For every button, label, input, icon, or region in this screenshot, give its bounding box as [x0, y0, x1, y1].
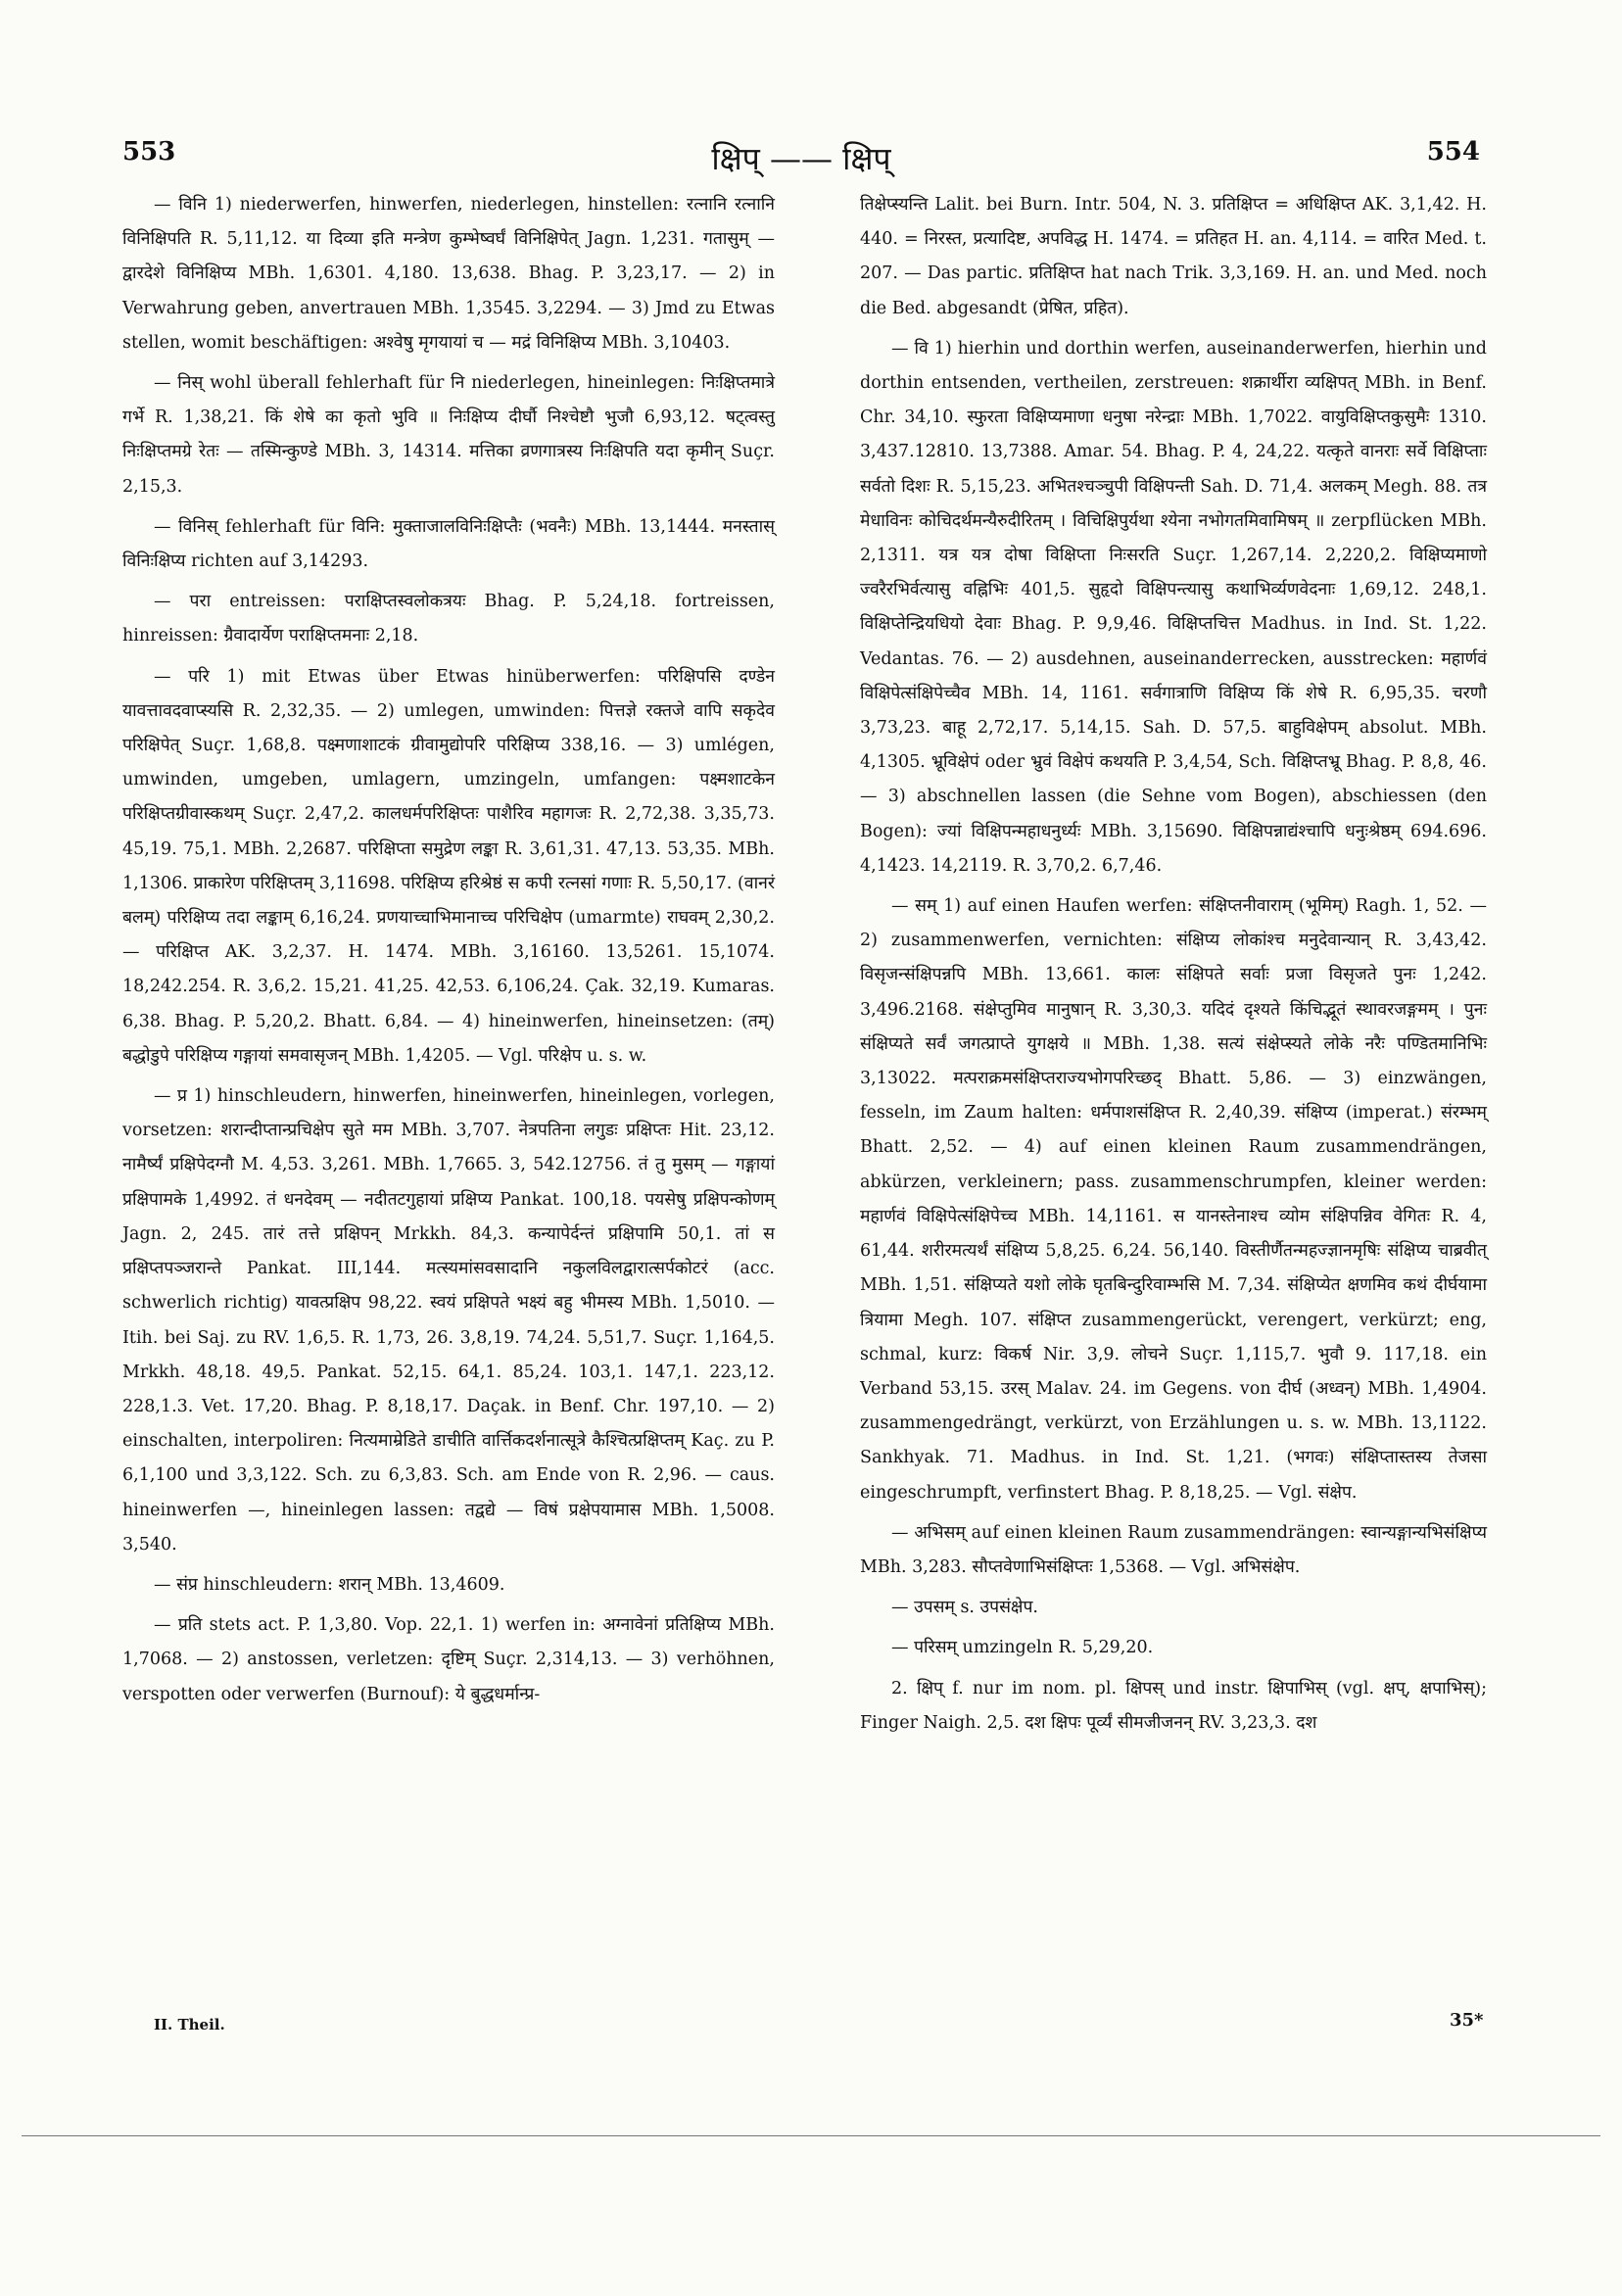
entry-paragraph: 2. क्षिप् f. nur im nom. pl. क्षिपस् und instr. क्षिपाभिस् (vgl. क्षप्, क्षपाभिस्); Finger Naigh. 2,5. दश क्षिपः पूर्व्यं सीमजीजनन् RV. 3,23,3. दश — [860, 1678, 1487, 1733]
entry-paragraph: — प्र 1) hinschleudern, hinwerfen, hineinwerfen, hineinlegen, vorlegen, vorsetzen: शरान्दीप्तान्प्रचिक्षेप सुते मम MBh. 3,707. नेत्रपतिना लगुडः प्रक्षिप्तः Hit. 23,12. नामैर्ष्यं प्रक्षिपेदग्नौ M. 4,53. 3,261. MBh. 1,7665. 3, 542.12756. तं तु मुसम् — गङ्गायां प्रक्षिपामके 1,4992. तं धनदेवम् — नदीतटगुहायां प्रक्षिप्य Pankat. 100,18. पयसेषु प्रक्षिपन्कोणम् Jagn. 2, 245. तारं तत्ते प्रक्षिपन् Mrkkh. 84,3. कन्यापेर्दन्तं प्रक्षिपामि 50,1. तां स प्रक्षिप्तपञ्जरान्ते Pankat. III,144. मत्स्यमांसवसादानि नकुलविलद्वारात्सर्पकोटरं (acc. schwerlich richtig) यावत्प्रक्षिप 98,22. स्वयं प्रक्षिपते भक्ष्यं बहु भीमस्य MBh. 1,5010. — Itih. bei Saj. zu RV. 1,6,5. R. 1,73, 26. 3,8,19. 74,24. 5,51,7. Suçr. 1,164,5. Mrkkh. 48,18. 49,5. Pankat. 52,15. 64,1. 85,24. 103,1. 147,1. 223,12. 228,1.3. Vet. 17,20. Bhag. P. 8,18,17. Daçak. in Benf. Chr. 197,10. — 2) einschalten, interpoliren: नित्यमाम्रेडिते डाचीति वार्त्तिकदर्शनात्सूत्रे कैश्चित्प्रक्षिप्तम् Kaç. zu P. 6,1,100 und 3,3,122. Sch. zu 6,3,83. Sch. am Ende von R. 2,96. — caus. hineinwerfen —, hineinlegen lassen: तद्वद्ये — विषं प्रक्षेपयामास MBh. 1,5008. 3,540. — [122, 1086, 775, 1555]
page-header — [122, 137, 1480, 186]
page-number-right: 554 — [1426, 137, 1480, 167]
entry-paragraph: — परिसम् umzingeln R. 5,29,20. — [891, 1638, 1154, 1658]
entry-paragraph: — सम् 1) auf einen Haufen werfen: संक्षिप्तनीवाराम् (भूमिम्) Ragh. 1, 52. — 2) zusammenwerfen, vernichten: संक्षिप्य लोकांश्च मनुदेवान्यान् R. 3,43,42. विसृजन्संक्षिपन्नपि MBh. 13,661. कालः संक्षिपते सर्वाः प्रजा विसृजते पुनः 1,242. 3,496.2168. संक्षेप्तुमिव मानुषान् R. 3,30,3. यदिदं दृश्यते किंचिद्भूतं स्थावरजङ्गमम् । पुनः संक्षिप्यते सर्वं जगत्प्राप्ते युगक्षये ॥ MBh. 1,38. सत्यं संक्षेप्स्यते लोके नरैः पण्डितमानिभिः 3,13022. मत्पराक्रमसंक्षिप्तराज्यभोगपरिच्छद् Bhatt. 5,86. — 3) einzwängen, fesseln, im Zaum halten: धर्मपाशसंक्षिप्त R. 2,40,39. संक्षिप्य (imperat.) संरम्भम् Bhatt. 2,52. — 4) auf einen kleinen Raum zusammendrängen, abkürzen, verkleinern; pass. zusammenschrumpfen, kleiner werden: महार्णवं विक्षिपेत्संक्षिपेच्च MBh. 14,1161. स यानस्तेनाश्च व्योम संक्षिपन्निव वेगितः R. 4, 61,44. शरीरमत्यर्थं संक्षिप्य 5,8,25. 6,24. 56,140. विस्तीर्णैतन्महज्ज्ञानमृषिः संक्षिप्य चाब्रवीत् MBh. 1,51. संक्षिप्यते यशो लोके घृतबिन्दुरिवाम्भसि M. 7,34. संक्षिप्येत क्षणमिव कथं दीर्घयामा त्रियामा Megh. 107. संक्षिप्त zusammengerückt, verengert, verkürzt; eng, schmal, kurz: विकर्ष Nir. 3,9. लोचने Suçr. 1,115,7. भुवौ 9. 117,18. ein Verband 53,15. उरस् Malav. 24. im Gegens. von दीर्घ (अध्वन्) MBh. 1,4904. zusammengedrängt, verkürzt, von Erzählungen u. s. w. MBh. 13,1122. Sankhyak. 71. Madhus. in Ind. St. 1,21. (भगवः) संक्षिप्तास्तस्य तेजसा eingeschrumpft, verfinstert Bhag. P. 8,18,25. — Vgl. संक्षेप. — [860, 896, 1487, 1503]
right-column — [860, 188, 1487, 1746]
entry-paragraph: — परा entreissen: पराक्षिप्तस्वलोकत्रयः Bhag. P. 5,24,18. fortreissen, hinreissen: ग्रैवादार्येण पराक्षिप्तमनाः 2,18. — [122, 592, 775, 646]
entry-paragraph: — उपसम् s. उपसंक्षेप. — [891, 1598, 1038, 1618]
entry-paragraph: — संप्र hinschleudern: शरान् MBh. 13,4609. — [154, 1574, 505, 1595]
entry-paragraph: — अभिसम् auf einen kleinen Raum zusammendrängen: स्वान्यङ्गान्यभिसंक्षिप्य MBh. 3,283. सौप्तवेणाभिसंक्षिप्तः 1,5368. — Vgl. अभिसंक्षेप. — [860, 1522, 1487, 1577]
left-column — [122, 188, 775, 1718]
entry-paragraph: — वि 1) hierhin und dorthin werfen, auseinanderwerfen, hierhin und dorthin entsenden, vertheilen, zerstreuen: शक्रार्थीरा व्यक्षिपत् MBh. in Benf. Chr. 34,10. स्फुरता विक्षिप्यमाणा धनुषा नरेन्द्राः MBh. 1,7022. वायुविक्षिप्तकुसुमैः 1310. 3,437.12810. 13,7388. Amar. 54. Bhag. P. 4, 24,22. यत्कृते वानराः सर्वे विक्षिप्ताः सर्वतो दिशः R. 5,15,23. अभितश्चञ्चुपी विक्षिपन्ती Sah. D. 71,4. अलकम् Megh. 88. तत्र मेधाविनः कोचिदर्थमन्यैरुदीरितम् । विचिक्षिपुर्यथा श्येना नभोगतमिवामिषम् ॥ zerpflücken MBh. 2,1311. यत्र यत्र दोषा विक्षिप्ता निःसरति Suçr. 1,267,14. 2,220,2. विक्षिप्यमाणो ज्वरैरभिर्वत्यासु वह्निभिः 401,5. सुहृदो विक्षिपन्त्यासु कथाभिर्व्यणवेदनाः 1,69,12. 248,1. विक्षिप्तेन्द्रियधियो देवाः Bhag. P. 9,9,46. विक्षिप्तचित्त Madhus. in Ind. St. 1,22. Vedantas. 76. — 2) ausdehnen, auseinanderrecken, ausstrecken: महार्णवं विक्षिपेत्संक्षिपेच्चैव MBh. 14, 1161. सर्वगात्राणि विक्षिप्य किं शेषे R. 6,95,35. चरणौ 3,73,23. बाहू 2,72,17. 5,14,15. Sah. D. 57,5. बाहुविक्षेपम् absolut. MBh. 4,1305. भ्रूविक्षेपं oder भ्रुवं विक्षेपं कथयति P. 3,4,54, Sch. विक्षिप्तभ्रू Bhag. P. 8,8, 46. — 3) abschnellen lassen (die Sehne vom Bogen), abschiessen (den Bogen): ज्यां विक्षिपन्महाधनुर्ध्यः MBh. 3,15690. विक्षिपन्नाद्यंश्चापि धनुःश्रेष्ठम् 694.696. 4,1423. 14,2119. R. 3,70,2. 6,7,46. — [860, 338, 1487, 876]
entry-paragraph: — निस् wohl überall fehlerhaft für नि niederlegen, hineinlegen: निःक्षिप्तमात्रे गर्भे R. 1,38,21. किं शेषे का कृतो भुवि ॥ निःक्षिप्य दीर्घौ निश्चेष्टौ भुजौ 6,93,12. षट्त्वस्तु निःक्षिप्तमग्रे रेतः — तस्मिन्कुण्डे MBh. 3, 14314. मत्तिका व्रणगात्रस्य निःक्षिपति यदा कृमीन् Suçr. 2,15,3. — [122, 373, 775, 497]
entry-paragraph: — परि 1) mit Etwas über Etwas hinüberwerfen: परिक्षिपसि दण्डेन यावत्तावदवाप्स्यसि R. 2,32,35. — 2) umlegen, umwinden: पित्तज्ञे रक्तजे वापि सकृदेव परिक्षिपेत् Suçr. 1,68,8. पक्ष्मणाशाटकं ग्रीवामुद्योपरि परिक्षिप्य 338,16. — 3) umlégen, umwinden, umgeben, umlagern, umzingeln, umfangen: पक्ष्मशाटकेन परिक्षिप्तग्रीवास्कथम् Suçr. 2,47,2. कालधर्मपरिक्षिप्तः पाशैरिव महागजः R. 2,72,38. 3,35,73. 45,19. 75,1. MBh. 2,2687. परिक्षिप्ता समुद्रेण लङ्का R. 3,61,31. 47,13. 53,35. MBh. 1,1306. प्राकारेण परिक्षिप्तम् 3,11698. परिक्षिप्य हरिश्रेष्ठं स कपी रत्नसां गणाः R. 5,50,17. (वानरं बलम्) परिक्षिप्य तदा लङ्काम् 6,16,24. प्रणयाच्चाभिमानाच्च परिचिक्षेप (umarmte) राघवम् 2,30,2. — परिक्षिप्त AK. 3,2,37. H. 1474. MBh. 3,16160. 13,5261. 15,1074. 18,242.254. R. 3,6,2. 15,21. 41,25. 42,53. 6,106,24. Çak. 32,19. Kumaras. 6,38. Bhag. P. 5,20,2. Bhatt. 6,84. — 4) hineinwerfen, hineinsetzen: (तम्) बद्धोडुपे परिक्षिप्य गङ्गायां समवासृजन् MBh. 1,4205. — Vgl. परिक्षेप u. s. w. — [122, 666, 775, 1066]
entry-paragraph: — प्रति stets act. P. 1,3,80. Vop. 22,1. 1) werfen in: अग्नावेनां प्रतिक्षिप्य MBh. 1,7068. — 2) anstossen, verletzen: दृष्टिम् Suçr. 2,314,13. — 3) verhöhnen, verspotten oder verwerfen (Burnouf): ये बुद्धधर्मान्प्र- — [122, 1615, 775, 1704]
running-title: क्षिप् —— क्षिप् — [711, 140, 891, 177]
entry-paragraph: तिक्षेप्स्यन्ति Lalit. bei Burn. Intr. 504, N. 3. प्रतिक्षिप्त = अधिक्षिप्त AK. 3,1,42. H. 440. = निरस्त, प्रत्यादिष्ट, अपविद्ध H. 1474. = प्रतिहत H. an. 4,114. = वारित Med. t. 207. — Das partic. प्रतिक्षिप्त hat nach Trik. 3,3,169. H. an. und Med. noch die Bed. abgesandt (प्रेषित, प्रहित). — [860, 195, 1487, 318]
volume-note: II. Theil. — [154, 2016, 225, 2033]
page-number-left: 553 — [122, 137, 176, 167]
scan-edge-line — [22, 2135, 1600, 2136]
entry-paragraph: — विनि 1) niederwerfen, hinwerfen, niederlegen, hinstellen: रत्नानि रत्नानि विनिक्षिपति R. 5,11,12. या दिव्या इति मन्त्रेण कुम्भेष्वर्घं विनिक्षिपेत् Jagn. 1,231. गतासुम् — द्वारदेशे विनिक्षिप्य MBh. 1,6301. 4,180. 13,638. Bhag. P. 3,23,17. — 2) in Verwahrung geben, anvertrauen MBh. 1,3545. 3,2294. — 3) Jmd zu Etwas stellen, womit beschäftigen: अश्वेषु मृगयायां च — मद्रं विनिक्षिप्य MBh. 3,10403. — [122, 195, 775, 353]
signature-mark: 35* — [1450, 2010, 1484, 2031]
entry-paragraph: — विनिस् fehlerhaft für विनि: मुक्ताजालविनिःक्षिप्तैः (भवनैः) MBh. 13,1444. मनस्तास् विनिःक्षिप्य richten auf 3,14293. — [122, 516, 775, 572]
